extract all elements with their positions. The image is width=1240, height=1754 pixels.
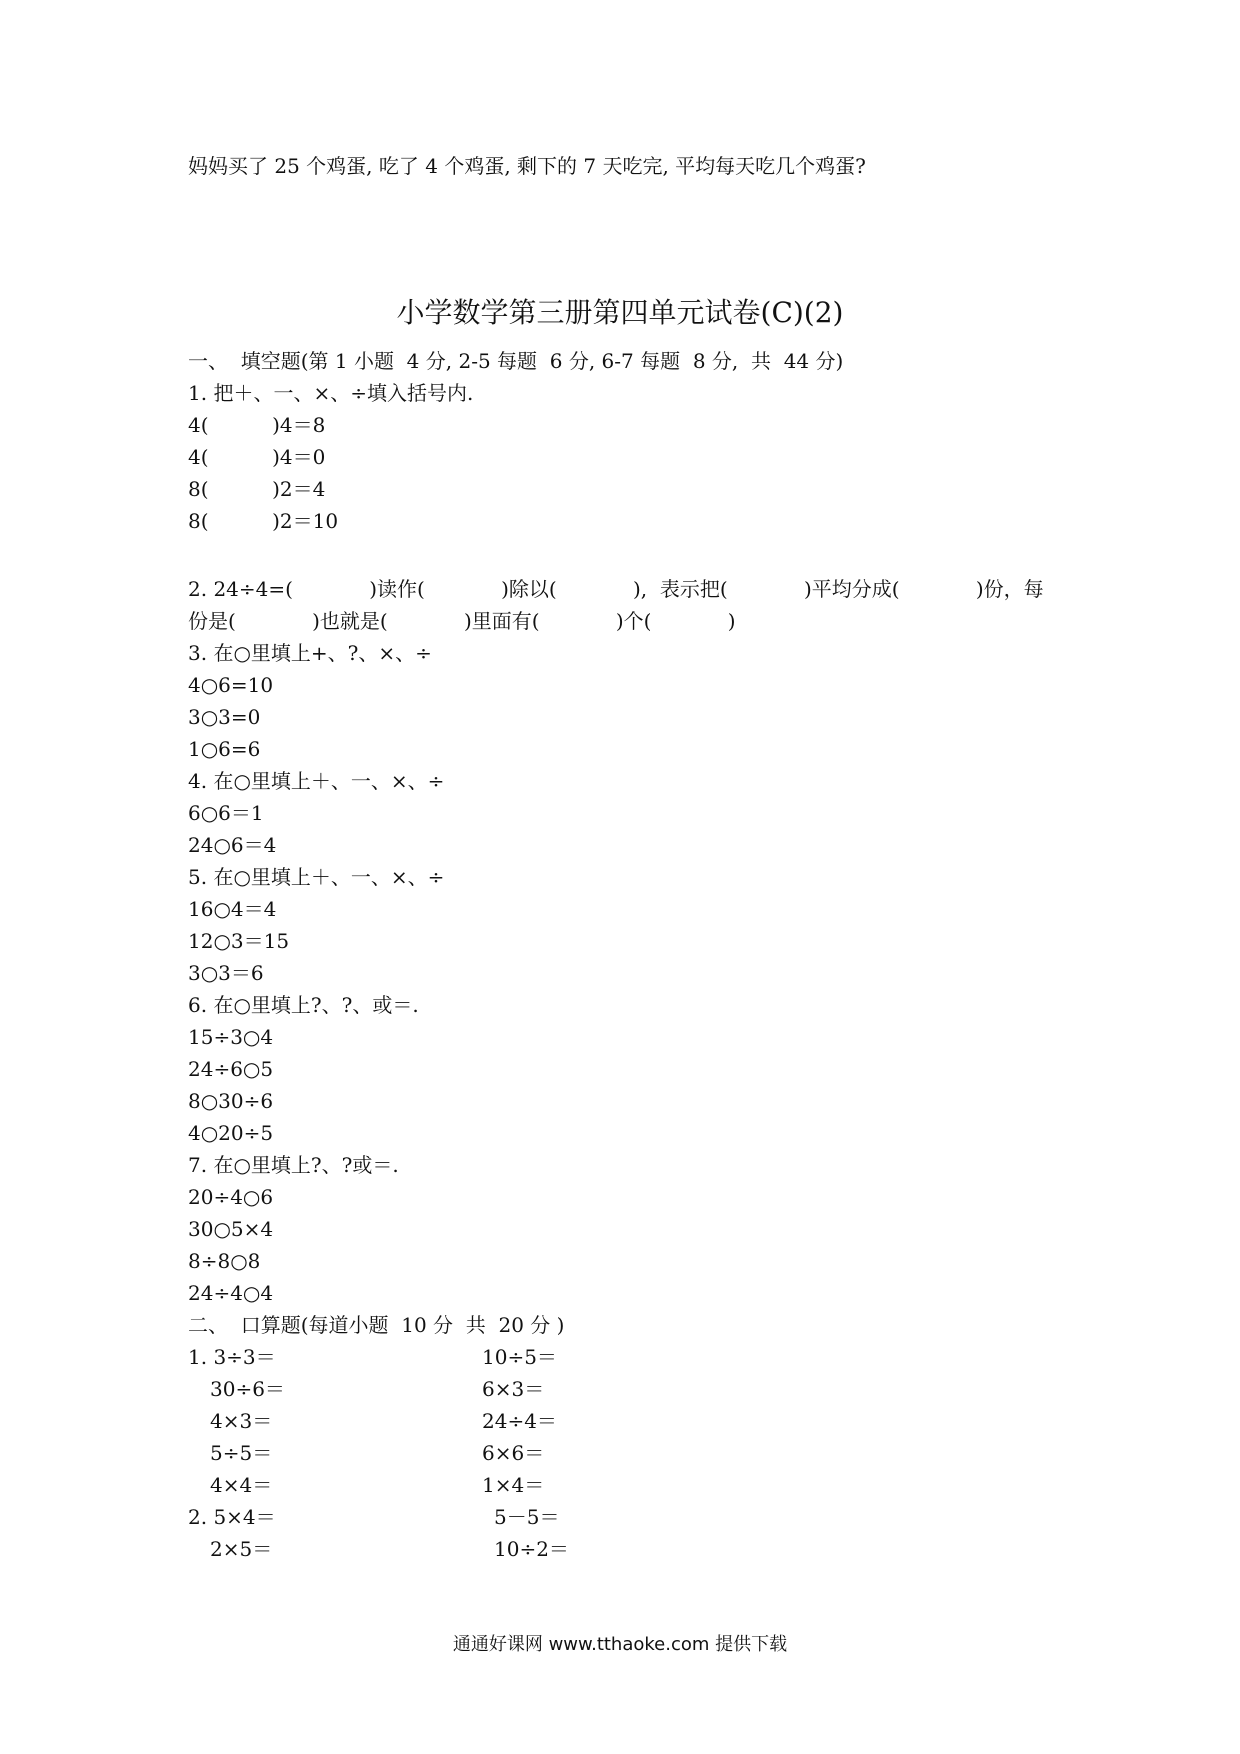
q7-item: 24÷4○4	[188, 1281, 274, 1305]
q1-prompt: 1. 把＋、一、×、÷填入括号内.	[188, 381, 474, 405]
q4-item: 24○6＝4	[188, 833, 277, 857]
calc-item: 10÷2＝	[494, 1537, 569, 1561]
q5-item: 3○3＝6	[188, 961, 264, 985]
q3-item: 3○3=0	[188, 705, 261, 729]
q5-item: 12○3＝15	[188, 929, 290, 953]
calc-item: 2. 5×4＝	[188, 1505, 276, 1529]
q7-item: 8÷8○8	[188, 1249, 261, 1273]
q2-line2: 份是( )也就是( )里面有( )个( )	[188, 609, 736, 633]
calc-item: 6×3＝	[482, 1377, 545, 1401]
q6-item: 8○30÷6	[188, 1089, 274, 1113]
q6-item: 24÷6○5	[188, 1057, 274, 1081]
q2-line1: 2. 24÷4=( )读作( )除以( ), 表示把( )平均分成( )份，每	[188, 577, 1044, 601]
q5-prompt: 5. 在○里填上＋、一、×、÷	[188, 865, 445, 889]
footer-credit: 通通好课网 www.tthaoke.com 提供下载	[452, 1634, 788, 1655]
section1-heading: 一、 填空题(第 1 小题 4 分, 2-5 每题 6 分, 6-7 每题 8 分, 共 44 分)	[188, 349, 844, 373]
calc-item: 10÷5＝	[482, 1345, 557, 1369]
calc-item: 5－5＝	[494, 1505, 560, 1529]
q6-prompt: 6. 在○里填上?、?、或＝.	[188, 993, 419, 1017]
section2-heading: 二、 口算题(每道小题 10 分 共 20 分 )	[188, 1313, 565, 1337]
q3-prompt: 3. 在○里填上+、?、×、÷	[188, 641, 432, 665]
calc-item: 2×5＝	[210, 1537, 273, 1561]
q6-item: 15÷3○4	[188, 1025, 274, 1049]
q1-item: 4( )4＝8	[188, 413, 326, 437]
q1-item: 4( )4＝0	[188, 445, 326, 469]
q7-item: 30○5×4	[188, 1217, 274, 1241]
calc-item: 4×4＝	[210, 1473, 273, 1497]
q3-item: 4○6=10	[188, 673, 274, 697]
q5-item: 16○4＝4	[188, 897, 277, 921]
q6-item: 4○20÷5	[188, 1121, 274, 1145]
q4-prompt: 4. 在○里填上＋、一、×、÷	[188, 769, 445, 793]
q3-item: 1○6=6	[188, 737, 261, 761]
q7-item: 20÷4○6	[188, 1185, 274, 1209]
q4-item: 6○6＝1	[188, 801, 264, 825]
calc-item: 30÷6＝	[210, 1377, 285, 1401]
calc-item: 4×3＝	[210, 1409, 273, 1433]
q1-item: 8( )2＝10	[188, 509, 339, 533]
q7-prompt: 7. 在○里填上?、?或＝.	[188, 1153, 399, 1177]
calc-item: 24÷4＝	[482, 1409, 557, 1433]
page-title: 小学数学第三册第四单元试卷(C)(2)	[396, 296, 844, 329]
calc-item: 5÷5＝	[210, 1441, 273, 1465]
q1-item: 8( )2＝4	[188, 477, 326, 501]
calc-item: 6×6＝	[482, 1441, 545, 1465]
calc-item: 1. 3÷3＝	[188, 1345, 276, 1369]
calc-item: 1×4＝	[482, 1473, 545, 1497]
intro-problem: 妈妈买了 25 个鸡蛋, 吃了 4 个鸡蛋, 剩下的 7 天吃完, 平均每天吃几个鸡蛋?	[188, 154, 866, 178]
